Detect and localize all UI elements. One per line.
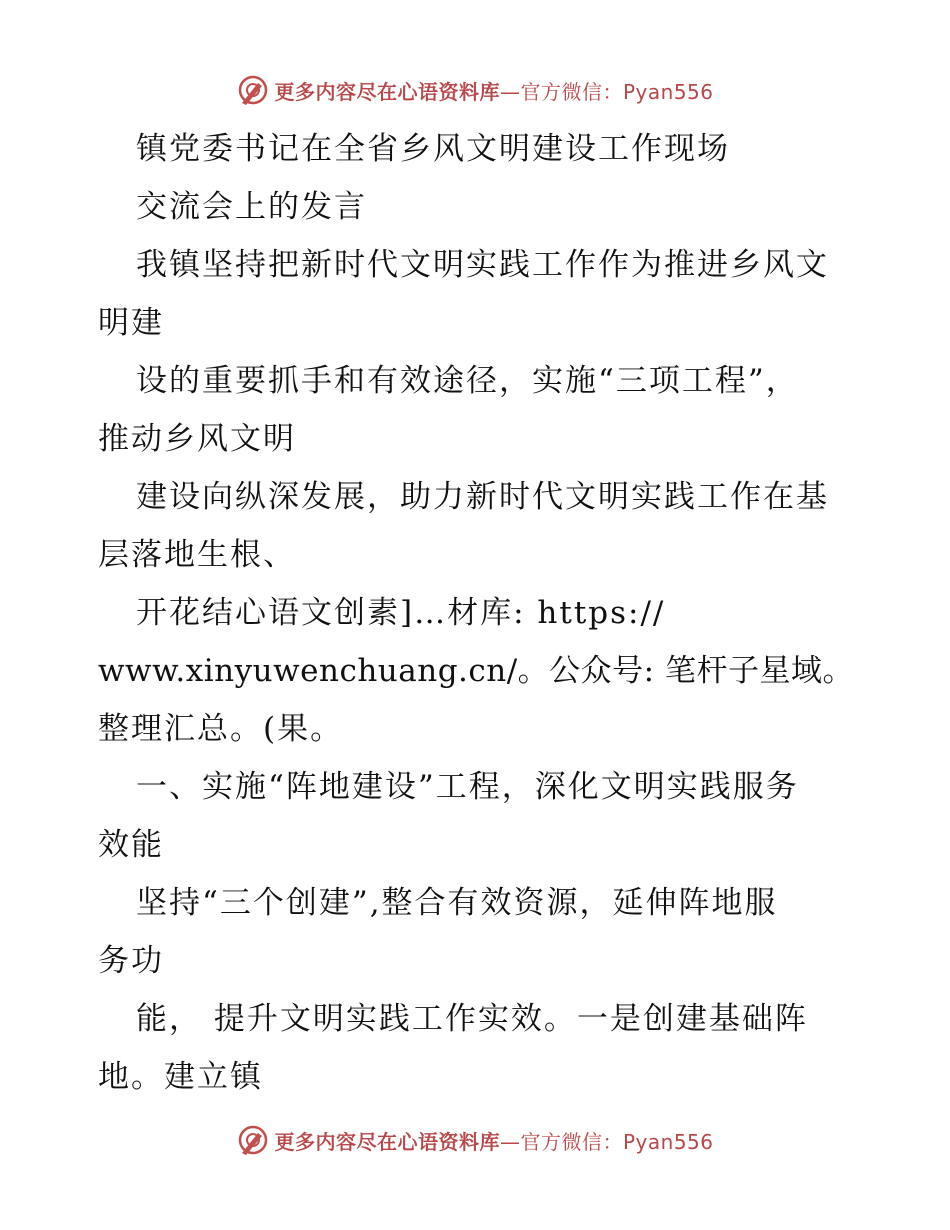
pen-logo-icon <box>236 1123 270 1157</box>
paragraph-line: 地。建立镇 <box>98 1059 263 1095</box>
banner-title: 更多内容尽在心语资料库 <box>274 1129 500 1154</box>
banner-official-label: 官方微信： <box>520 79 623 104</box>
paragraph-line: 开花结心语文创素]…材库: https:// <box>136 595 666 631</box>
paragraph-line: 坚持“三个创建”,整合有效资源，延伸阵地服 <box>136 885 778 921</box>
title-line-2: 交流会上的发言 <box>136 189 367 225</box>
paragraph-line: 明建 <box>98 305 164 341</box>
paragraph-line: 设的重要抓手和有效途径，实施“三项工程”， <box>136 363 799 399</box>
section-heading-line: 效能 <box>98 827 164 863</box>
section-heading-line: 一、实施“阵地建设”工程，深化文明实践服务 <box>136 769 799 805</box>
title-line-1: 镇党委书记在全省乡风文明建设工作现场 <box>136 131 730 167</box>
header-watermark-banner <box>0 70 950 110</box>
paragraph-line: 整理汇总。(果。 <box>98 711 344 747</box>
paragraph-line: 我镇坚持把新时代文明实践工作作为推进乡风文 <box>136 247 829 283</box>
banner-dash: — <box>499 79 521 104</box>
paragraph-line: 务功 <box>98 943 164 979</box>
banner-title: 更多内容尽在心语资料库 <box>274 79 500 104</box>
pen-logo-icon <box>236 73 270 107</box>
paragraph-line: 层落地生根、 <box>98 537 296 573</box>
banner-dash: — <box>499 1129 521 1154</box>
paragraph-line: 推动乡风文明 <box>98 421 296 457</box>
footer-watermark-banner <box>0 1120 950 1160</box>
banner-official-label: 官方微信： <box>520 1129 623 1154</box>
banner-text <box>274 76 713 105</box>
paragraph-line: 能， 提升文明实践工作实效。一是创建基础阵 <box>136 1001 808 1037</box>
paragraph-line: 建设向纵深发展，助力新时代文明实践工作在基 <box>136 479 829 515</box>
paragraph-line-url: www.xinyuwenchuang.cn/。公众号: 笔杆子星域。 <box>98 653 854 689</box>
banner-wechat-id: Pyan556 <box>622 79 714 104</box>
document-body <box>98 120 868 1106</box>
banner-text <box>274 1126 713 1155</box>
banner-wechat-id: Pyan556 <box>622 1129 714 1154</box>
